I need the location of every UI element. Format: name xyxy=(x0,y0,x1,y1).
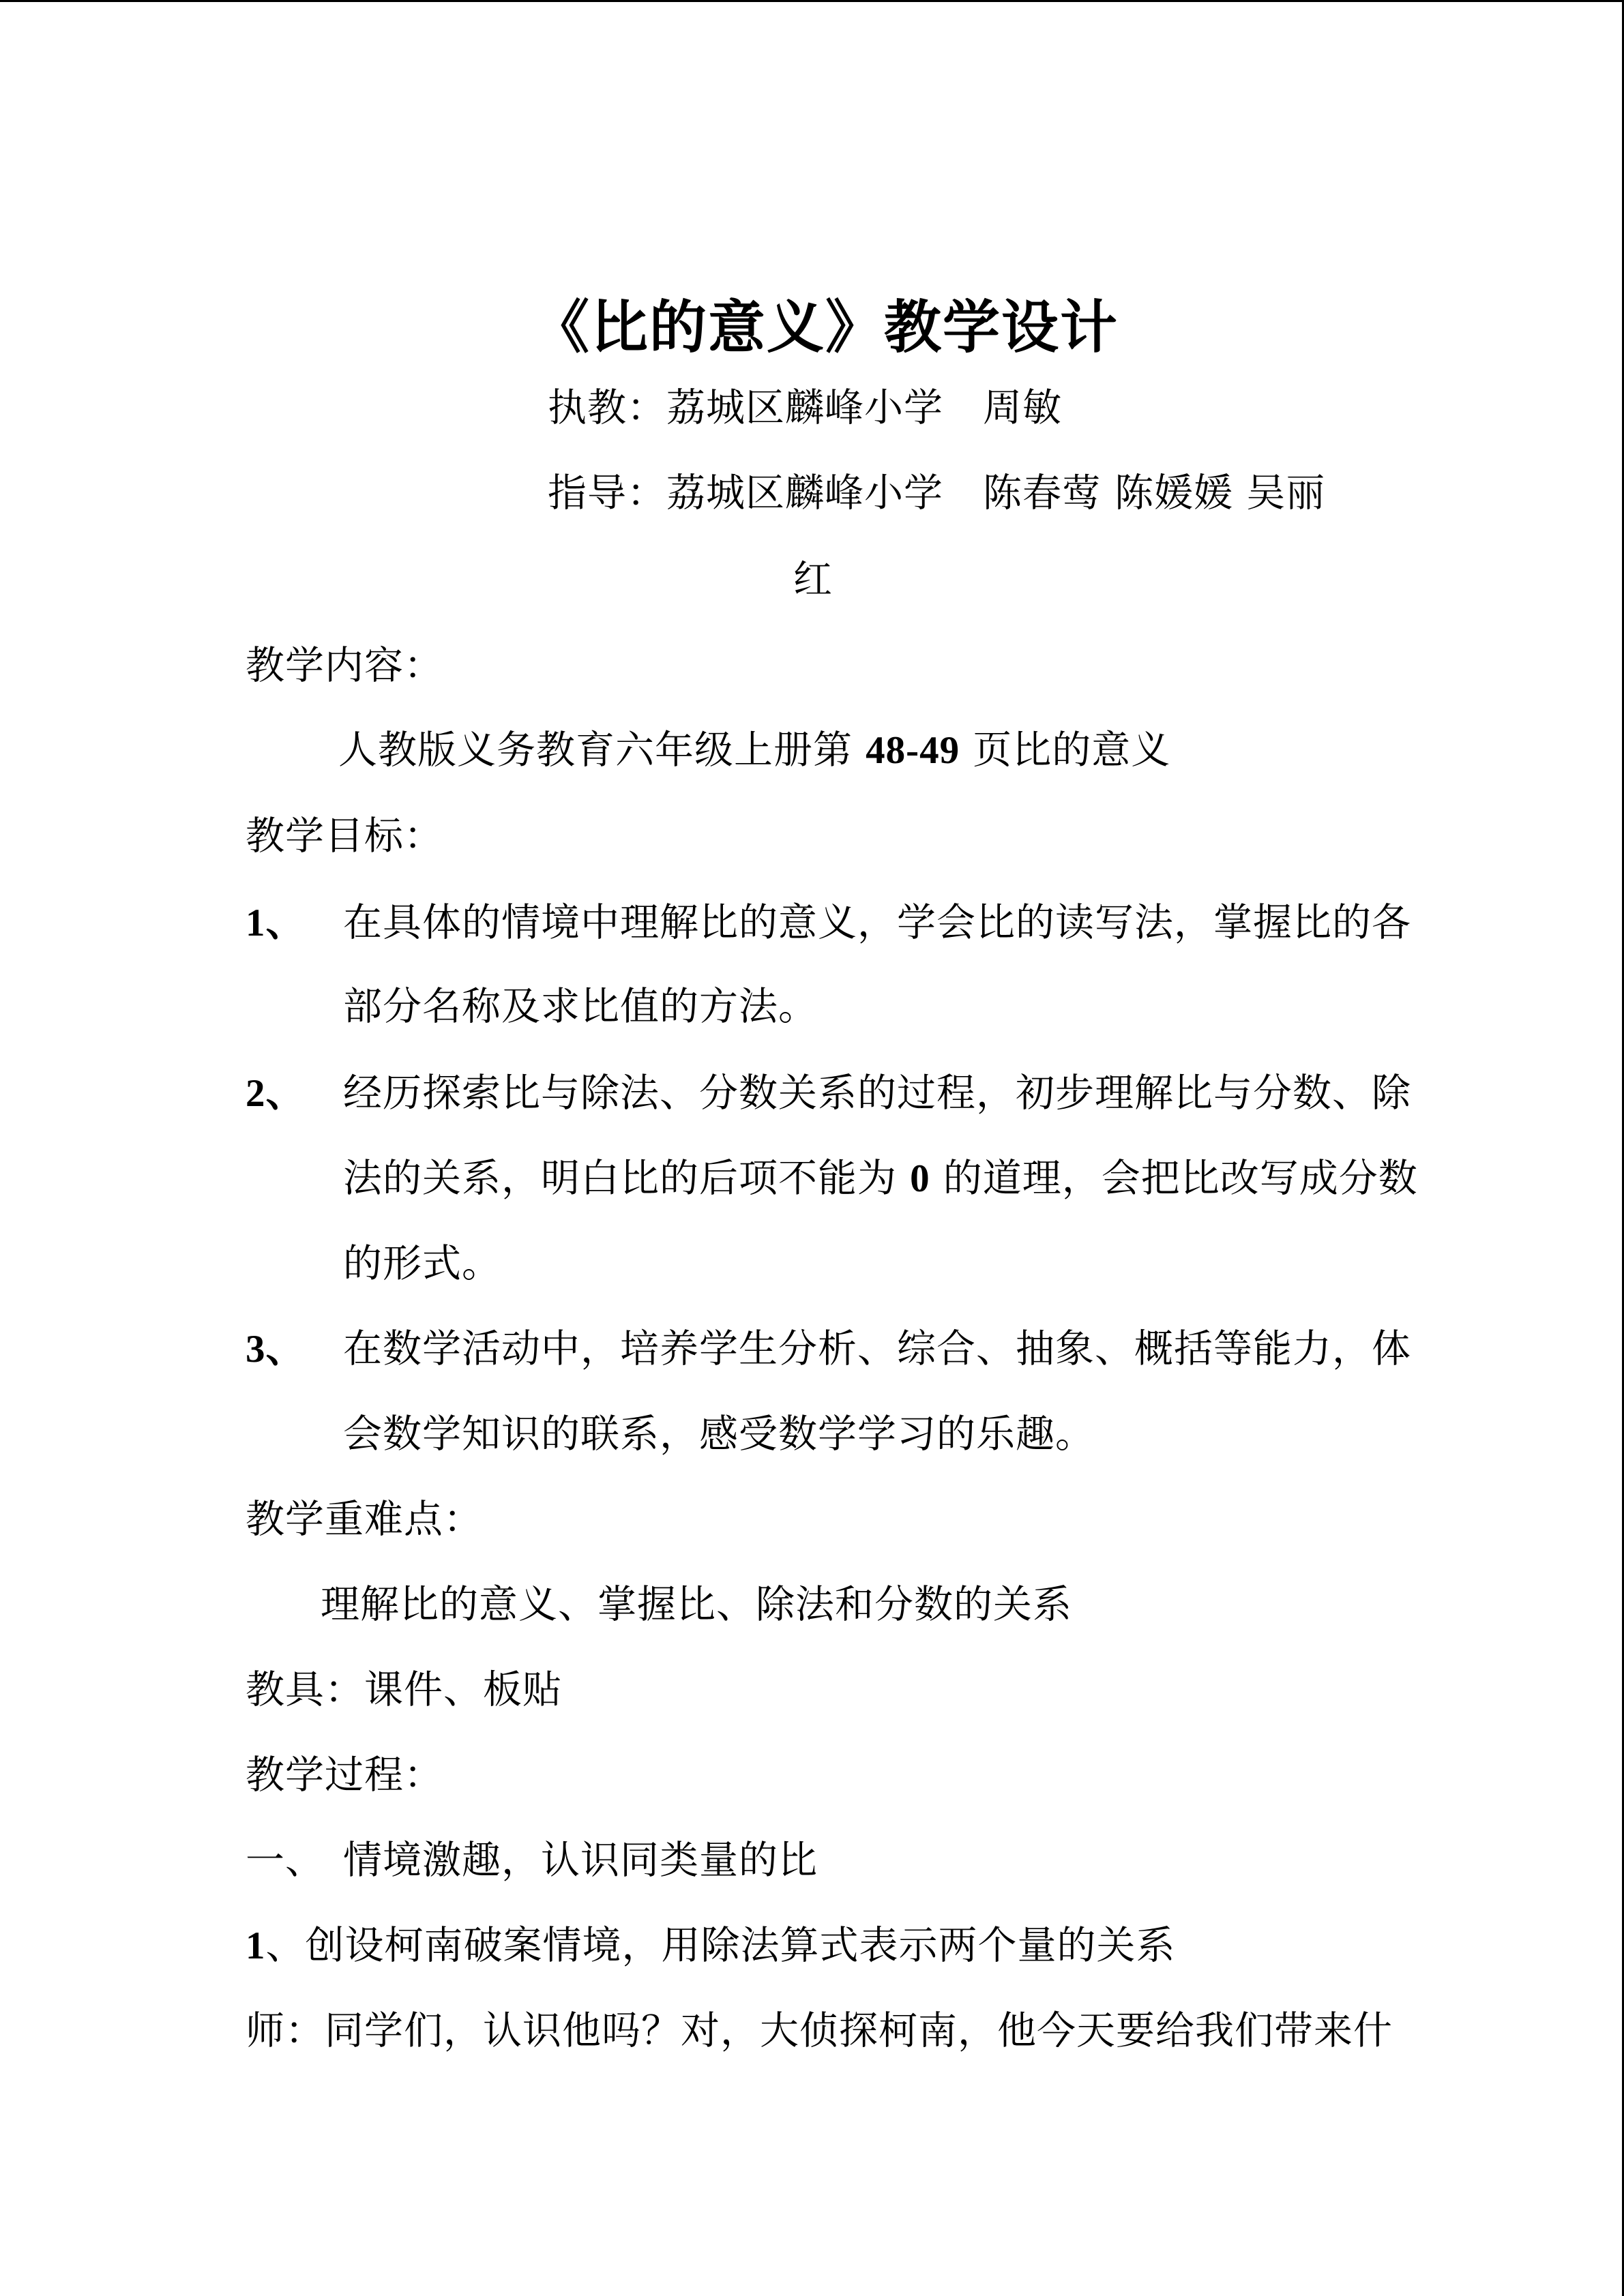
process-heading: 教学过程： xyxy=(246,1753,443,1798)
content-text-post: 页比的意义 xyxy=(960,728,1171,773)
guide-line-continued: 红 xyxy=(793,557,833,602)
section-1-number: 一、 xyxy=(246,1838,325,1883)
step-1-text: 、创设柯南破案情境，用除法算式表示两个量的关系 xyxy=(265,1923,1176,1968)
goal-2-line-2-post: 的道理，会把比改写成分数 xyxy=(930,1156,1418,1201)
content-text-pre: 人教版义务教育六年级上册第 xyxy=(338,728,866,773)
goal-3-number: 3、 xyxy=(246,1328,306,1371)
goal-2-line-3: 的形式。 xyxy=(343,1241,501,1286)
goal-2-line-2-pre: 法的关系，明白比的后项不能为 xyxy=(343,1156,911,1201)
key-text: 理解比的意义、掌握比、除法和分数的关系 xyxy=(321,1582,1072,1627)
content-text xyxy=(338,728,1171,773)
goal-3-line-1: 在数学活动中，培养学生分析、综合、抽象、概括等能力，体 xyxy=(343,1326,1411,1371)
goals-heading: 教学目标： xyxy=(246,814,443,859)
goal-1-line-2: 部分名称及求比值的方法。 xyxy=(343,984,818,1029)
page-top-border xyxy=(0,0,1624,2)
goal-2-number: 2、 xyxy=(246,1072,306,1115)
goal-1-number: 1、 xyxy=(246,901,306,944)
step-1-number: 1 xyxy=(246,1924,266,1967)
guide-line: 指导：荔城区麟峰小学 陈春莺 陈媛媛 吴丽 xyxy=(548,471,1326,516)
goal-3-line-2: 会数学知识的联系，感受数学学习的乐趣。 xyxy=(343,1412,1095,1457)
goal-2-line-2 xyxy=(343,1156,1418,1201)
content-heading: 教学内容： xyxy=(246,643,443,688)
dialog-line: 师：同学们，认识他吗？对，大侦探柯南，他今天要给我们带来什 xyxy=(246,2008,1393,2053)
step-1 xyxy=(246,1923,1176,1968)
teacher-line: 执教：荔城区麟峰小学 周敏 xyxy=(548,385,1062,430)
goal-1-line-1: 在具体的情境中理解比的意义，学会比的读写法，掌握比的各 xyxy=(343,900,1411,945)
key-heading: 教学重难点： xyxy=(246,1497,483,1542)
content-pages: 48-49 xyxy=(866,729,960,772)
goal-2-line-1: 经历探索比与除法、分数关系的过程，初步理解比与分数、除 xyxy=(343,1071,1411,1116)
section-1-title: 情境激趣，认识同类量的比 xyxy=(343,1838,818,1883)
document-title: 《比的意义》教学设计 xyxy=(532,293,1119,361)
goal-2-zero: 0 xyxy=(910,1157,930,1200)
tools-line: 教具：课件、板贴 xyxy=(246,1667,562,1712)
